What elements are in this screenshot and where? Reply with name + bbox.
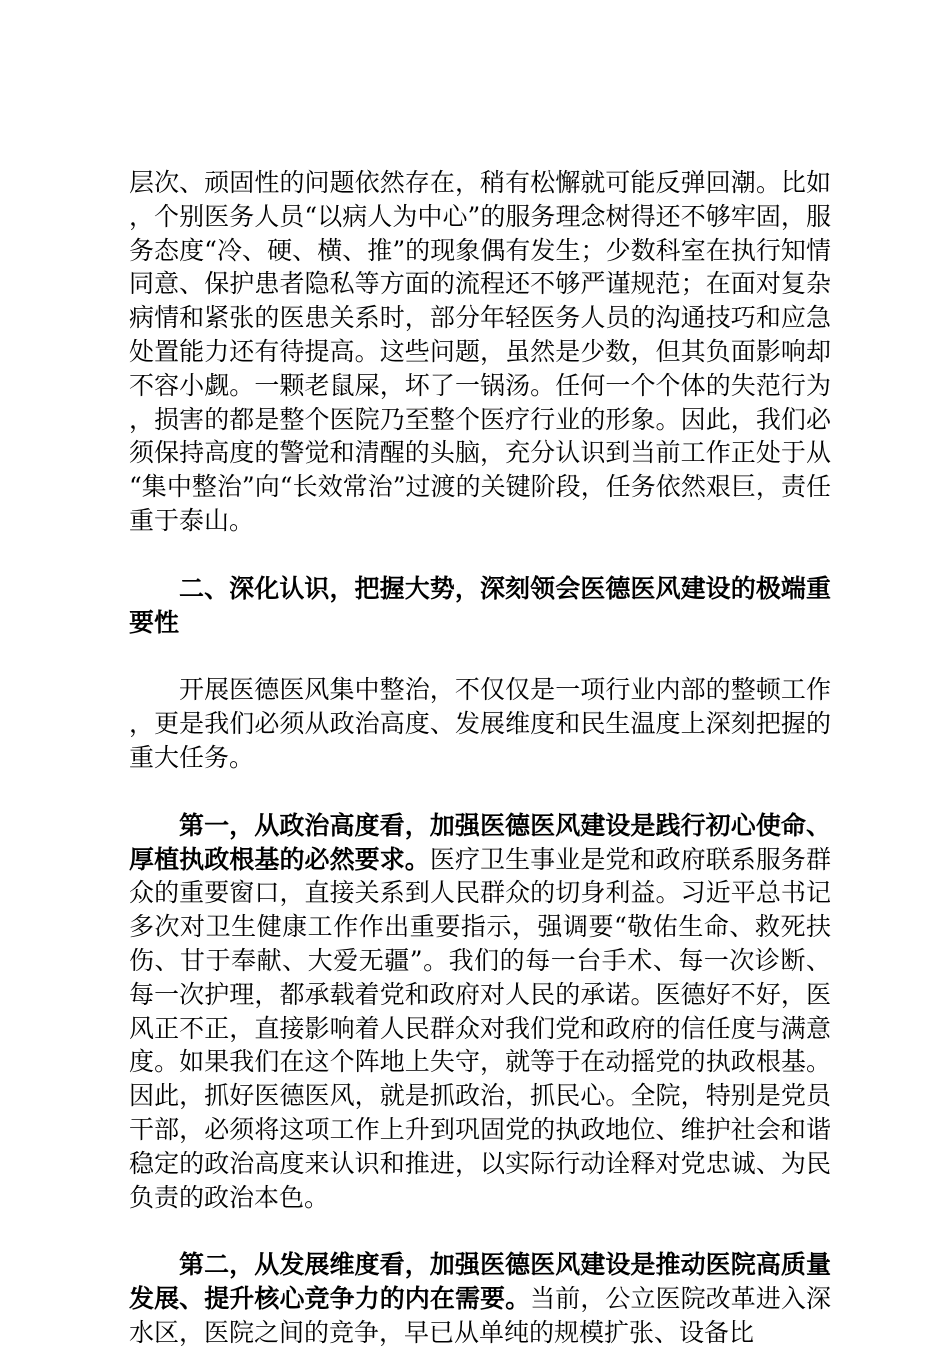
- paragraph-point-two: [129, 1248, 831, 1349]
- paragraph-point-one: [129, 809, 831, 1215]
- paragraph-continuation: 层次、顽固性的问题依然存在，稍有松懈就可能反弹回潮。比如，个别医务人员“以病人为中心”的服务理念树得还不够牢固，服务态度“冷、硬、横、推”的现象偶有发生；少数科室在执行知情同意、保护患者隐私等方面的流程还不够严谨规范；在面对复杂病情和紧张的医患关系时，部分年轻医务人员的沟通技巧和应急处置能力还有待提高。这些问题，虽然是少数，但其负面影响却不容小觑。一颗老鼠屎，坏了一锅汤。任何一个个体的失范行为，损害的都是整个医院乃至整个医疗行业的形象。因此，我们必须保持高度的警觉和清醒的头脑，充分认识到当前工作正处于从“集中整治”向“长效常治”过渡的关键阶段，任务依然艰巨，责任重于泰山。: [129, 168, 831, 535]
- section-heading: 二、深化认识，把握大势，深刻领会医德医风建设的极端重要性: [129, 573, 831, 637]
- document-page: [129, 166, 831, 1350]
- point-one-body: 医疗卫生事业是党和政府联系服务群众的重要窗口，直接关系到人民群众的切身利益。习近平总书记多次对卫生健康工作作出重要指示，强调要“敬佑生命、救死扶伤、甘于奉献、大爱无疆”。我们的每一台手术、每一次诊断、每一次护理，都承载着党和政府对人民的承诺。医德好不好，医风正不正，直接影响着人民群众对我们党和政府的信任度与满意度。如果我们在这个阵地上失守，就等于在动摇党的执政根基。因此，抓好医德医风，就是抓政治，抓民心。全院，特别是党员干部，必须将这项工作上升到巩固党的执政地位、维护社会和谐稳定的政治高度来认识和推进，以实际行动诠释对党忠诚、为民负责的政治本色。: [129, 844, 831, 1212]
- point-two-body: 当前，公立医院改革进入深水区，医院之间的竞争，早已从单纯的规模扩张、设备比: [129, 1284, 831, 1347]
- paragraph-intro: 开展医德医风集中整治，不仅仅是一项行业内部的整顿工作，更是我们必须从政治高度、发展维度和民生温度上深刻把握的重大任务。: [129, 675, 831, 772]
- point-one-lead: 第一，从政治高度看，加强医德医风建设是践行初心使命、厚植执政根基的必然要求。: [129, 810, 831, 874]
- point-two-lead: 第二，从发展维度看，加强医德医风建设是推动医院高质量发展、提升核心竞争力的内在需要。: [129, 1250, 831, 1314]
